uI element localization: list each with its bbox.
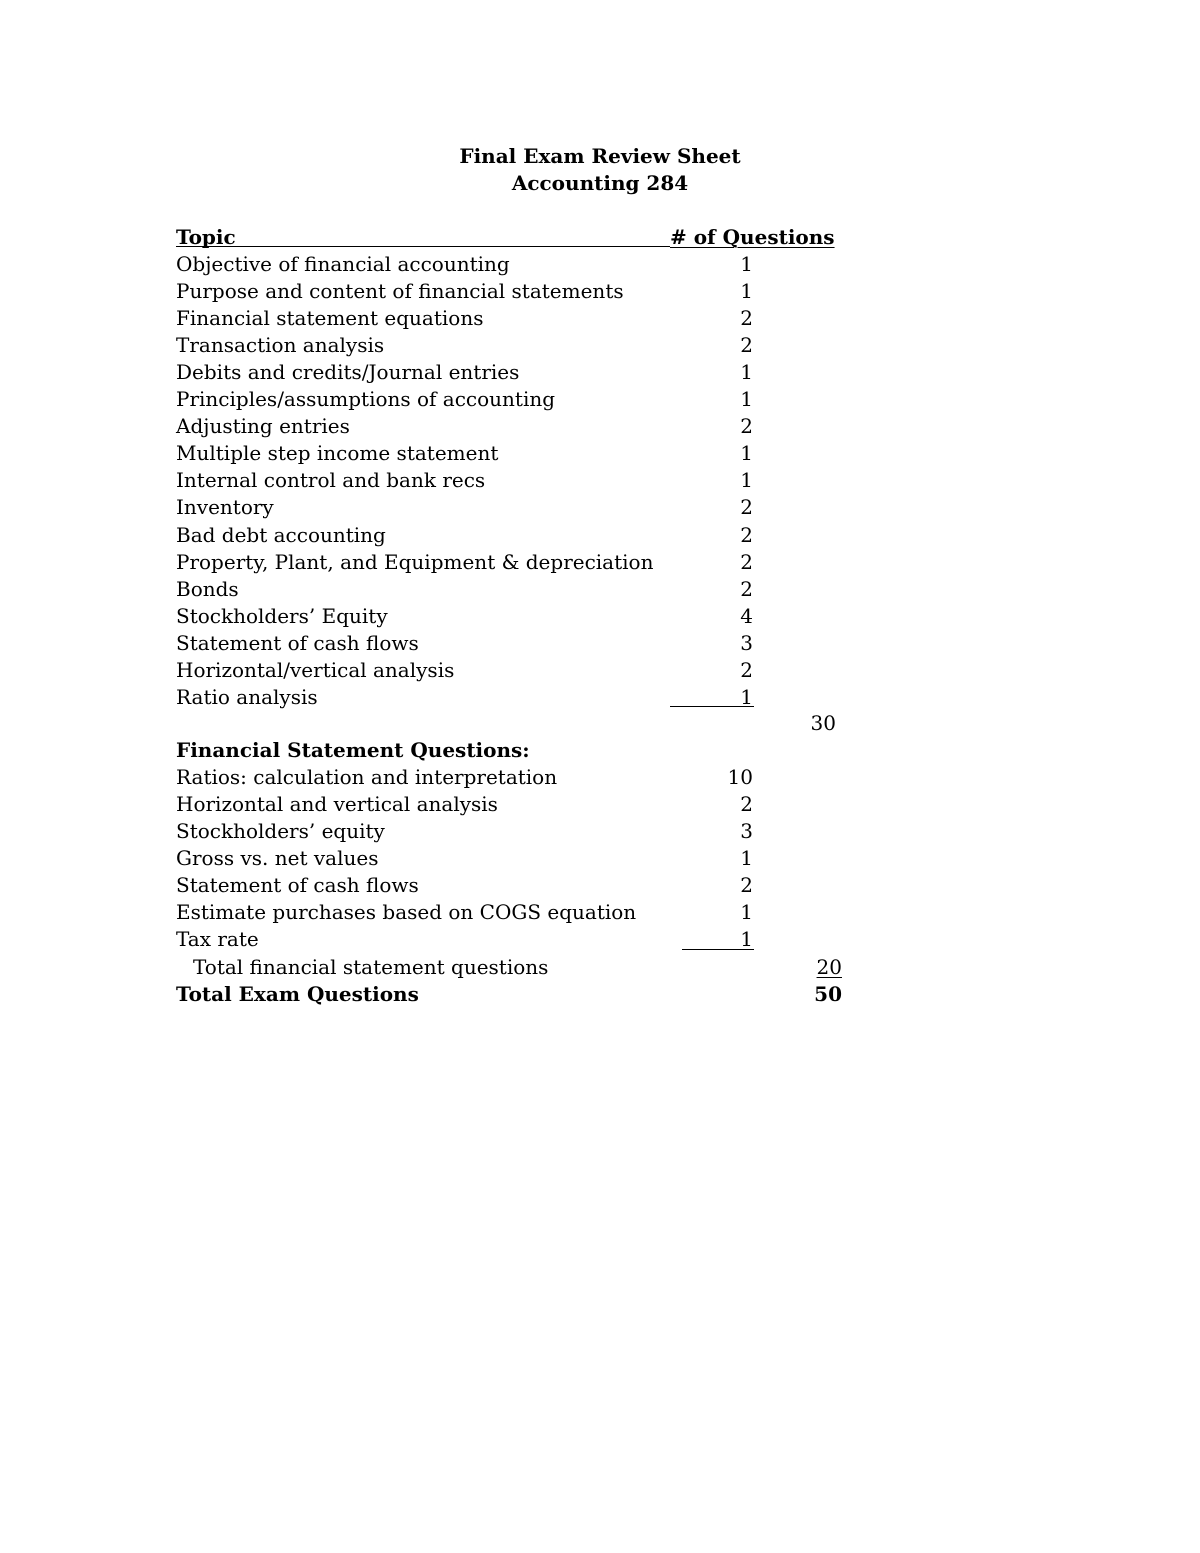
fs-total-value: 20 [816, 955, 842, 979]
topic-count: 2 [740, 522, 753, 547]
topic-count: 1 [740, 387, 753, 412]
topic-count: 2 [740, 576, 753, 601]
topic-label: Internal control and bank recs [176, 468, 486, 493]
topic-count: 1 [740, 279, 753, 304]
topic-label: Bonds [176, 576, 239, 601]
topic-label: Financial statement equations [176, 306, 484, 331]
topic-count: 1 [740, 684, 753, 709]
fs-item-count: 1 [740, 846, 753, 871]
topic-count: 2 [740, 306, 753, 331]
topic-count: 1 [740, 360, 753, 385]
fs-item-label: Tax rate [176, 927, 259, 952]
fs-item-count: 1 [740, 927, 753, 952]
exam-total-value: 50 [814, 982, 842, 1006]
fs-item-count: 2 [740, 873, 753, 898]
topic-label: Ratio analysis [176, 684, 318, 709]
document-subtitle: Accounting 284 [511, 171, 689, 195]
topic-count: 2 [740, 495, 753, 520]
topic-label: Bad debt accounting [176, 522, 386, 547]
topics-subtotal: 30 [810, 711, 836, 735]
topic-label: Purpose and content of financial statements [176, 279, 624, 304]
topic-label: Principles/assumptions of accounting [176, 387, 556, 412]
fs-item-count: 3 [740, 819, 753, 844]
topic-label: Statement of cash flows [176, 630, 419, 655]
fs-item-count: 10 [727, 765, 753, 789]
topic-count: 3 [740, 630, 753, 655]
topic-count: 2 [740, 414, 753, 439]
fs-section-title: Financial Statement Questions: [176, 738, 530, 762]
fs-item-label: Ratios: calculation and interpretation [176, 765, 558, 789]
topic-label: Stockholders’ Equity [176, 603, 388, 628]
header-topic-rule [176, 246, 670, 247]
topic-count: 1 [740, 468, 753, 493]
fs-item-label: Statement of cash flows [176, 873, 419, 898]
topic-label: Inventory [176, 495, 274, 520]
fs-item-count: 2 [740, 792, 753, 817]
fs-total-label: Total financial statement questions [193, 955, 549, 979]
topic-count: 2 [740, 549, 753, 574]
topic-count: 1 [740, 252, 753, 276]
topic-count: 2 [740, 333, 753, 358]
header-topic: Topic [176, 225, 236, 249]
header-questions: # of Questions [670, 225, 835, 249]
topic-label: Adjusting entries [176, 414, 350, 439]
fs-item-label: Gross vs. net values [176, 846, 379, 871]
topic-count: 4 [740, 603, 753, 628]
topic-label: Transaction analysis [176, 333, 385, 358]
exam-total-label: Total Exam Questions [176, 982, 419, 1006]
fs-item-count: 1 [740, 900, 753, 925]
topic-count: 1 [740, 441, 753, 466]
topic-label: Property, Plant, and Equipment & depreciation [176, 549, 654, 574]
fs-item-label: Horizontal and vertical analysis [176, 792, 498, 817]
topic-count: 2 [740, 657, 753, 682]
topic-label: Debits and credits/Journal entries [176, 360, 520, 385]
topic-label: Horizontal/vertical analysis [176, 657, 455, 682]
topics-sum-rule [670, 706, 754, 707]
topic-label: Objective of financial accounting [176, 252, 510, 276]
document-title: Final Exam Review Sheet [459, 144, 741, 168]
fs-sum-rule [682, 949, 754, 950]
fs-item-label: Estimate purchases based on COGS equation [176, 900, 637, 925]
topic-label: Multiple step income statement [176, 441, 499, 466]
fs-item-label: Stockholders’ equity [176, 819, 385, 844]
